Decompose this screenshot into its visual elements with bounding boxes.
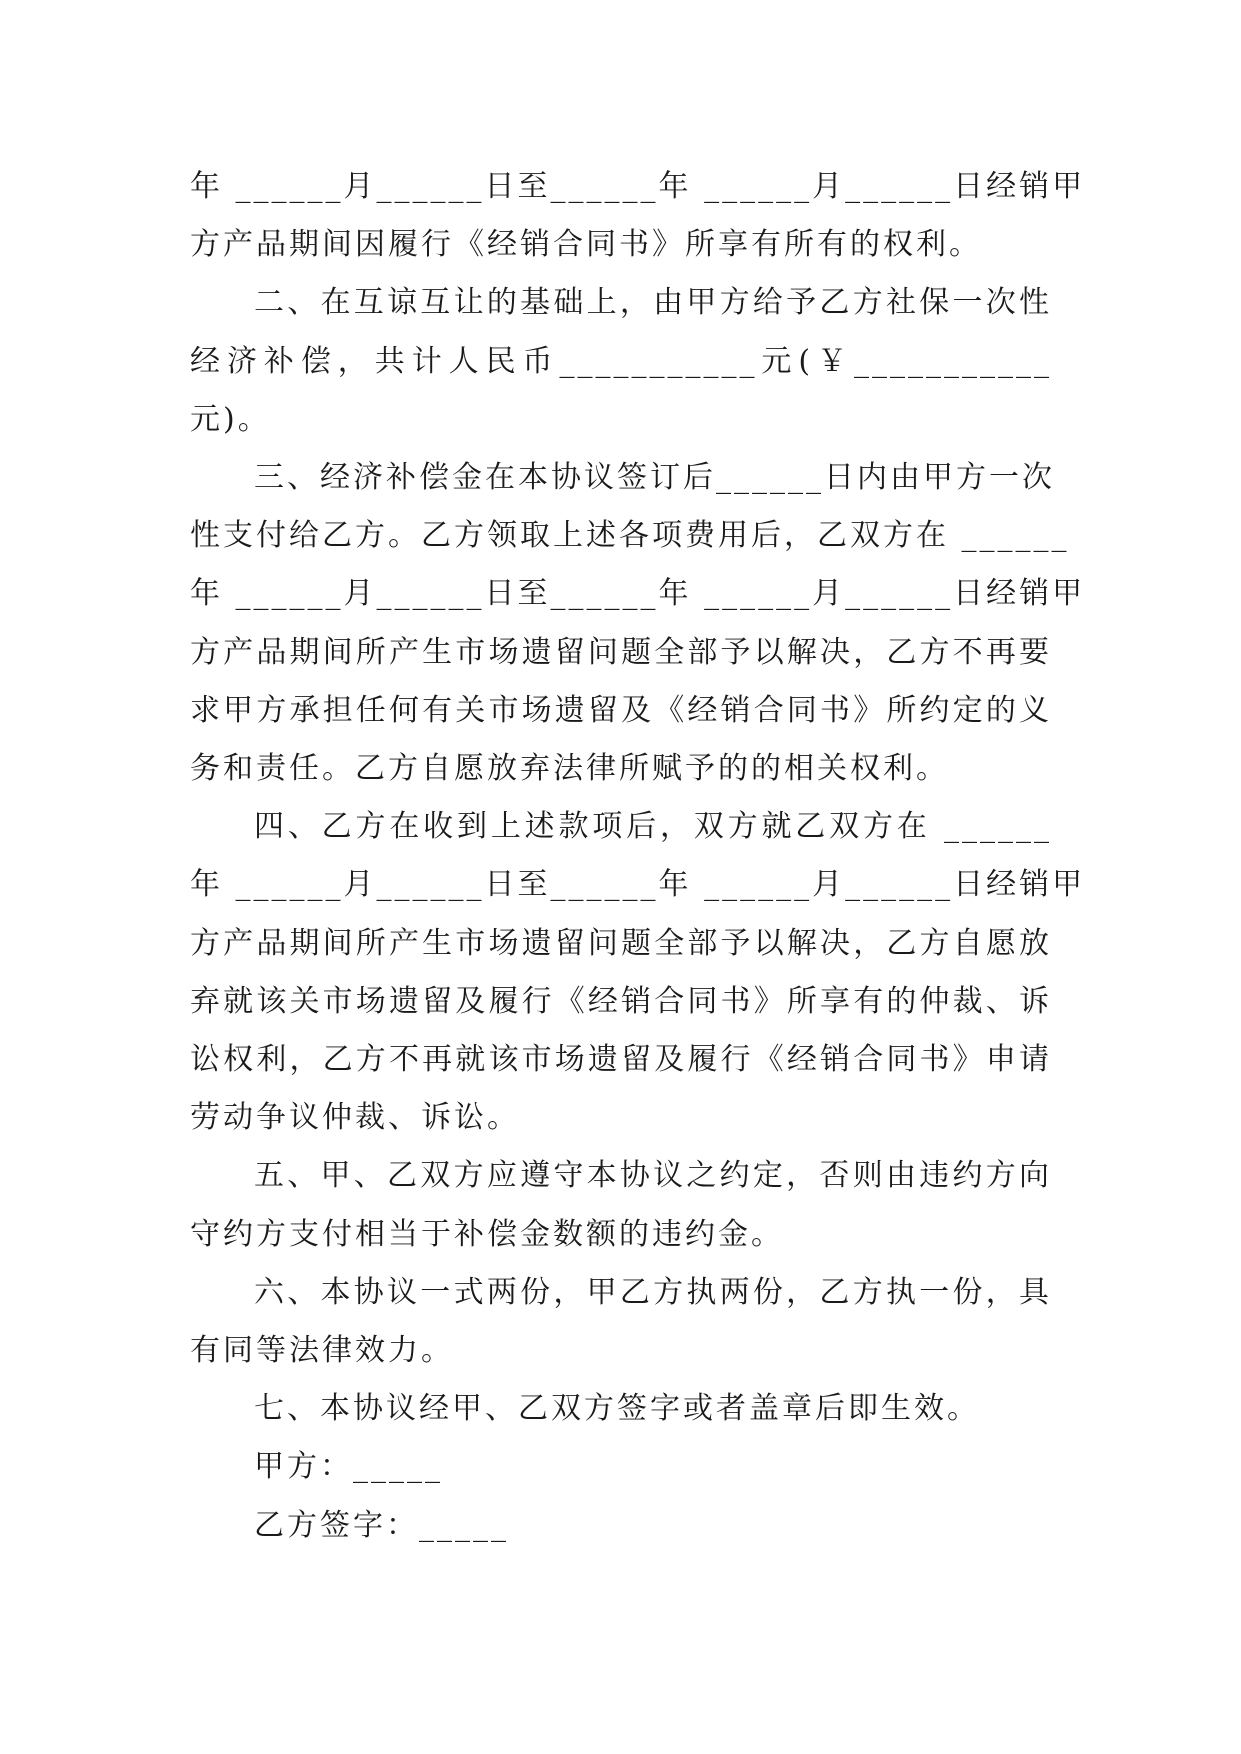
document-body	[190, 158, 1086, 1555]
clause-6	[190, 1264, 1052, 1380]
text-line: 年 ______月______日至______年 ______月______日经销甲	[190, 576, 1086, 612]
signature-party-a	[190, 1438, 1052, 1496]
text-line: 务和责任。乙方自愿放弃法律所赋予的的相关权利。	[190, 751, 949, 787]
text-line: 劳动争议仲裁、诉讼。	[190, 1100, 520, 1136]
text-line: 四、乙方在收到上述款项后，双方就乙双方在 ______	[254, 809, 1052, 845]
text-line: 性支付给乙方。乙方领取上述各项费用后，乙双方在 ______	[190, 518, 1070, 554]
text-line: 年 ______月______日至______年 ______月______日经销甲	[190, 867, 1086, 903]
text-line: 方产品期间所产生市场遗留问题全部予以解决，乙方不再要	[190, 634, 1052, 670]
text-line: 年 ______月______日至______年 ______月______日经销甲	[190, 169, 1086, 204]
clause-7	[190, 1380, 1052, 1438]
clause-4	[190, 798, 1086, 1147]
text-line: 三、经济补偿金在本协议签订后______日内由甲方一次	[254, 460, 1055, 496]
text-line: 六、本协议一式两份，甲乙方执两份，乙方执一份，具	[254, 1274, 1052, 1310]
text-line: 方产品期间所产生市场遗留问题全部予以解决，乙方自愿放	[190, 925, 1052, 961]
text-line: 二、在互谅互让的基础上，由甲方给予乙方社保一次性	[254, 285, 1052, 321]
text-line: 五、甲、乙双方应遵守本协议之约定，否则由违约方向	[254, 1158, 1052, 1194]
text-line: 方产品期间因履行《经销合同书》所享有所有的权利。	[190, 227, 982, 263]
text-line: 有同等法律效力。	[190, 1333, 454, 1369]
paragraph-continuation	[190, 158, 1086, 274]
party-b-label: 乙方签字：_____	[254, 1507, 509, 1543]
clause-3	[190, 449, 1086, 798]
text-line: 元)。	[190, 401, 271, 437]
text-line: 七、本协议经甲、乙双方签字或者盖章后即生效。	[254, 1391, 980, 1427]
party-a-label: 甲方：_____	[254, 1449, 443, 1485]
text-line: 求甲方承担任何有关市场遗留及《经销合同书》所约定的义	[190, 692, 1052, 728]
text-line: 经济补偿，共计人民币___________元(￥___________	[190, 343, 1052, 379]
clause-5	[190, 1147, 1052, 1263]
signature-party-b	[190, 1497, 1052, 1555]
text-line: 弃就该关市场遗留及履行《经销合同书》所享有的仲裁、诉	[190, 983, 1052, 1019]
text-line: 守约方支付相当于补偿金数额的违约金。	[190, 1216, 784, 1252]
text-line: 讼权利，乙方不再就该市场遗留及履行《经销合同书》申请	[190, 1042, 1052, 1078]
clause-2	[190, 274, 1052, 449]
